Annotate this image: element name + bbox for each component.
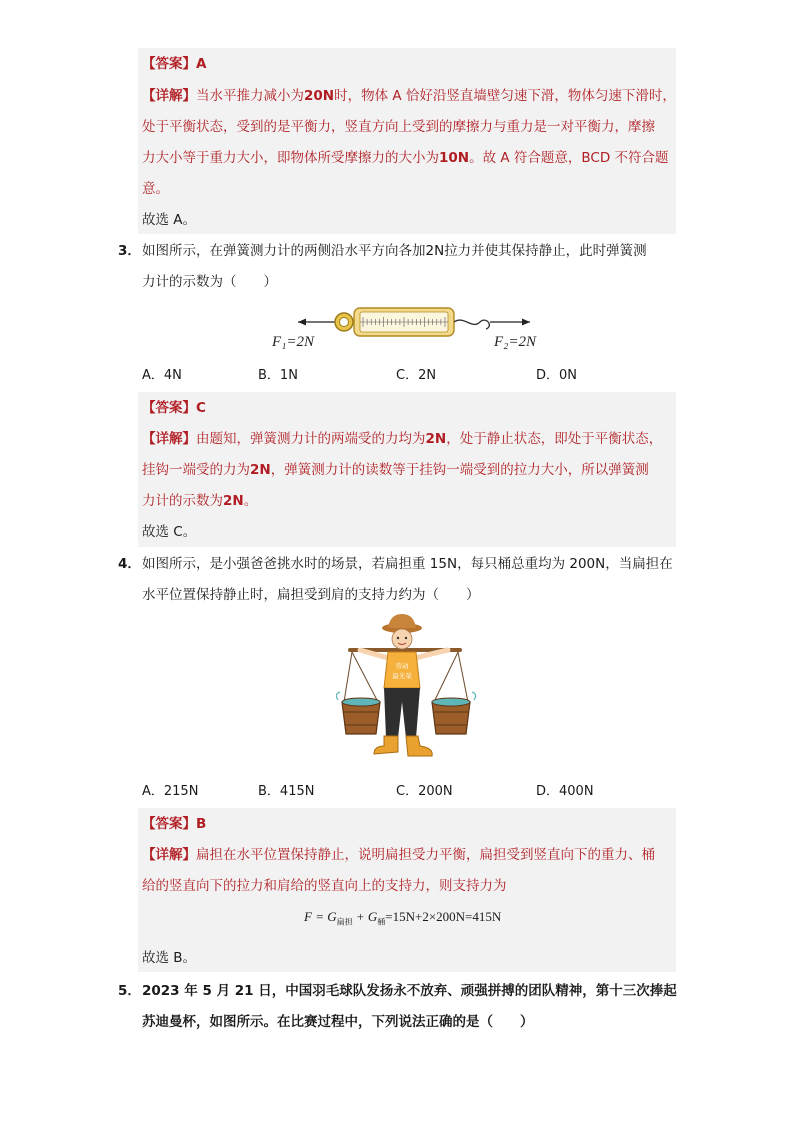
shirt-text-2: 最光荣 [392, 672, 412, 680]
force-label-f1: F₁=2N [272, 334, 315, 350]
water-carrier-illustration [330, 612, 480, 772]
answer-line-q3 [142, 399, 206, 417]
detail-line-1 [142, 846, 655, 864]
left-ring-hole [340, 318, 349, 327]
option-c-q3[interactable]: C．2N [396, 368, 437, 383]
formula-subscript: 桶 [377, 917, 386, 927]
formula-support-force [304, 908, 501, 932]
detail-text: 当水平推力减小为 [196, 88, 304, 104]
force-label-f2: F₂=2N [494, 334, 537, 350]
question-number-4: 4． [118, 556, 141, 572]
option-b-q3[interactable]: B．1N [258, 368, 298, 383]
option-b-q4[interactable]: B．415N [258, 784, 315, 799]
detail-value: 20N [304, 88, 335, 104]
detail-text: 。 [243, 493, 258, 509]
question-stem-5-line-2: 苏迪曼杯，如图所示。在比赛过程中，下列说法正确的是（ ） [142, 1014, 534, 1030]
question-stem-4-line-2: 水平位置保持静止时，扁担受到肩的支持力约为（ ） [142, 587, 480, 603]
detail-text: 力计的示数为 [142, 493, 223, 509]
detail-text: 挂钩一端受的力为 [142, 462, 250, 478]
answer-tag: 【答案】 [142, 56, 196, 72]
question-number-5: 5． [118, 983, 141, 999]
answer-value: B [196, 816, 207, 832]
rope [434, 652, 458, 702]
eye [397, 637, 399, 639]
detail-line-4: 意。 [142, 181, 169, 197]
conclusion-q2: 故选 A。 [142, 212, 197, 228]
left-bucket [342, 702, 380, 734]
right-hook [454, 320, 489, 329]
option-d-q3[interactable]: D．0N [536, 368, 578, 383]
detail-value: 2N [425, 431, 447, 447]
detail-value: 10N [439, 150, 470, 166]
detail-text: ，处于静止状态，即处于平衡状态， [446, 431, 663, 447]
eye [405, 637, 407, 639]
conclusion-q3: 故选 C。 [142, 524, 197, 540]
right-arrow-head [522, 319, 530, 326]
question-stem-3-line-1: 如图所示，在弹簧测力计的两侧沿水平方向各加2N拉力并使其保持静止，此时弹簧测 [142, 243, 647, 259]
left-bucket-water [342, 698, 380, 706]
detail-line-1 [142, 430, 662, 448]
detail-tag: 【详解】 [142, 431, 196, 447]
straw-hat-crown [388, 614, 416, 628]
detail-value: 2N [250, 462, 271, 478]
water-splash [336, 692, 340, 700]
answer-line-q4 [142, 815, 206, 833]
detail-text: 由题知，弹簧测力计的两端受的力均为 [196, 431, 426, 447]
option-a-q4[interactable]: A．215N [142, 784, 199, 799]
left-boot [374, 736, 398, 754]
formula-subscript: 扁担 [336, 917, 353, 927]
head [392, 629, 412, 649]
detail-text: 。故 A 符合题意，BCD 不符合题 [469, 150, 669, 166]
question-stem-5-line-1: 2023 年 5 月 21 日，中国羽毛球队发扬永不放弃、顽强拼搏的团队精神，第十三次捧起 [142, 983, 677, 999]
formula-part: + G [352, 909, 378, 924]
detail-tag: 【详解】 [142, 847, 196, 863]
formula-part: =15N+2×200N=415N [385, 909, 502, 924]
detail-value: 2N [223, 493, 244, 509]
rope [344, 652, 352, 702]
option-c-q4[interactable]: C．200N [396, 784, 453, 799]
question-number-3: 3． [118, 243, 141, 259]
option-a-q3[interactable]: A．4N [142, 368, 182, 383]
detail-text: 时，物体 A 恰好沿竖直墙壁匀速下滑，物体匀速下滑时， [334, 88, 676, 104]
right-bucket [432, 702, 470, 734]
answer-value: C [196, 400, 206, 416]
water-splash [472, 692, 476, 700]
shirt [384, 652, 420, 688]
detail-text: ，弹簧测力计的读数等于挂钩一端受到的拉力大小，所以弹簧测 [270, 462, 649, 478]
formula-part: F = G [304, 909, 337, 924]
detail-tag: 【详解】 [142, 88, 196, 104]
answer-box-q2 [138, 48, 676, 234]
detail-text: 力大小等于重力大小，即物体所受摩擦力的大小为 [142, 150, 439, 166]
detail-line-2: 处于平衡状态，受到的是平衡力，竖直方向上受到的摩擦力与重力是一对平衡力，摩擦 [142, 119, 655, 135]
question-stem-3-line-2: 力计的示数为（ ） [142, 274, 277, 290]
detail-line-1 [142, 87, 676, 105]
left-arrow-head [298, 319, 306, 326]
detail-line-3 [142, 492, 257, 510]
answer-tag: 【答案】 [142, 400, 196, 416]
detail-line-2: 给的竖直向下的拉力和肩给的竖直向上的支持力，则支持力为 [142, 878, 507, 894]
rope [458, 652, 468, 702]
answer-tag: 【答案】 [142, 816, 196, 832]
pants [384, 688, 420, 738]
conclusion-q4: 故选 B。 [142, 950, 197, 966]
option-d-q4[interactable]: D．400N [536, 784, 594, 799]
right-bucket-water [432, 698, 470, 706]
answer-value: A [196, 56, 207, 72]
right-boot [406, 736, 432, 756]
rope [352, 652, 378, 702]
detail-line-3 [142, 149, 669, 167]
detail-line-2 [142, 461, 649, 479]
detail-text: 扁担在水平位置保持静止，说明扁担受力平衡，扁担受到竖直向下的重力、桶 [196, 847, 655, 863]
question-stem-4-line-1: 如图所示，是小强爸爸挑水时的场景，若扁担重 15N，每只桶总重均为 200N，当扁担在 [142, 556, 673, 572]
answer-line-q2 [142, 55, 206, 73]
shirt-text-1: 劳动 [395, 662, 409, 670]
spring-scale-figure [268, 300, 558, 356]
